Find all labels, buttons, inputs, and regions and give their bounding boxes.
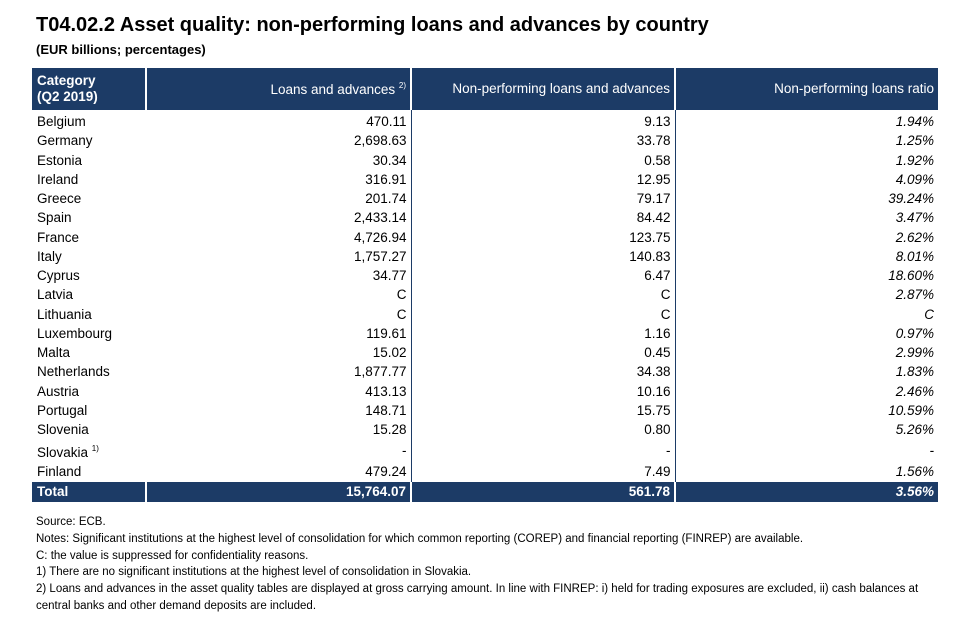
row-country [32,131,146,150]
row-npl: 123.75 [411,228,675,247]
table-subtitle: (EUR billions; percentages) [36,42,206,57]
table-row [32,401,938,420]
table-row [32,462,938,481]
row-loans: 15.28 [146,420,411,439]
table-row [32,228,938,247]
row-ratio: 4.09% [895,171,934,187]
header-loans [146,68,411,110]
row-country-label: Finland [37,464,82,480]
header-category-line2: (Q2 2019) [37,88,98,104]
row-country-label: Lithuania [37,306,92,322]
row-country [32,228,146,247]
row-country [32,305,146,324]
row-npl: 79.17 [411,189,675,208]
header-row [32,68,938,110]
row-loans: 470.11 [146,110,411,132]
row-loans: 1,877.77 [146,362,411,381]
row-country-label: Cyprus [37,268,80,284]
row-ratio: 2.46% [895,383,934,399]
row-country-label: Belgium [37,114,86,130]
header-ratio: Non-performing loans ratio [675,68,938,110]
row-country [32,247,146,266]
row-country [32,420,146,439]
row-npl: 0.58 [411,151,675,170]
row-country-label: Slovenia [37,422,89,438]
row-ratio: - [929,443,934,459]
table-row [32,189,938,208]
row-npl: 34.38 [411,362,675,381]
row-ratio: 39.24% [888,191,934,207]
row-npl: 6.47 [411,266,675,285]
table-row [32,208,938,227]
row-ratio: 2.87% [895,287,934,303]
note-scope: Notes: Significant institutions at the highest level of consolidation for which common reporting (COREP) and financial reporting (FINREP) are available. [36,532,804,545]
total-ratio: 3.56% [675,482,938,502]
row-loans: 2,433.14 [146,208,411,227]
row-country [32,382,146,401]
row-npl: 84.42 [411,208,675,227]
note-confidential: C: the value is suppressed for confidentiality reasons. [36,549,309,562]
row-country-label: France [37,229,80,245]
row-country-label: Greece [37,191,82,207]
row-country [32,208,146,227]
row-loans: 201.74 [146,189,411,208]
note-footnote-1: 1) There are no significant institutions at the highest level of consolidation in Slovakia. [36,566,472,579]
row-country [32,439,146,462]
row-country [32,151,146,170]
total-row [32,482,938,502]
row-loans: 479.24 [146,462,411,481]
row-loans: 15.02 [146,343,411,362]
total-loans: 15,764.07 [146,482,411,502]
row-npl: 12.95 [411,170,675,189]
row-ratio: 3.47% [895,210,934,226]
row-country-label: Portugal [37,402,88,418]
row-country-label: Malta [37,345,71,361]
row-country [32,362,146,381]
row-loans: 148.71 [146,401,411,420]
row-ratio: 18.60% [888,268,934,284]
row-country-label: Luxembourg [37,325,113,341]
row-npl: 7.49 [411,462,675,481]
row-country [32,462,146,481]
row-country-label: Netherlands [37,364,110,380]
row-ratio: 2.62% [895,229,934,245]
row-loans: 1,757.27 [146,247,411,266]
header-loans-label: Loans and advances [270,81,396,97]
table-row [32,343,938,362]
npl-table [32,68,938,502]
row-npl: 10.16 [411,382,675,401]
row-ratio: 1.94% [895,114,934,130]
row-country [32,324,146,343]
row-ratio: 1.92% [895,152,934,168]
table-row [32,170,938,189]
total-label: Total [32,482,146,502]
row-ratio: 10.59% [888,402,934,418]
row-country-label: Spain [37,210,72,226]
row-country-label: Italy [37,248,62,264]
row-country [32,189,146,208]
table-row [32,131,938,150]
row-loans: 316.91 [146,170,411,189]
row-country-label: Slovakia [37,445,89,461]
row-country-label: Austria [37,383,80,399]
row-ratio: 0.97% [895,325,934,341]
row-country [32,170,146,189]
row-ratio: 1.83% [895,364,934,380]
header-category-line1: Category [37,72,96,88]
row-loans: 413.13 [146,382,411,401]
table-row [32,266,938,285]
row-country [32,401,146,420]
table-title: T04.02.2 Asset quality: non-performing loans and advances by country [36,14,709,36]
row-ratio: 5.26% [895,422,934,438]
row-country [32,110,146,132]
row-loans: 34.77 [146,266,411,285]
note-footnote-2: 2) Loans and advances in the asset quality tables are displayed at gross carrying amount. In line with FINREP: i) held for trading exposures are excluded, ii) cash balances at central banks and other demand deposits are included. [36,583,919,612]
row-npl: C [411,285,675,304]
table-row [32,362,938,381]
row-country-footnote: 1) [91,444,99,454]
table-row [32,305,938,324]
row-country-label: Latvia [37,287,74,303]
table-row [32,439,938,462]
row-npl: 0.45 [411,343,675,362]
row-loans: 30.34 [146,151,411,170]
table-row [32,151,938,170]
total-npl: 561.78 [411,482,675,502]
row-country [32,343,146,362]
row-npl: 9.13 [411,110,675,132]
row-country-label: Germany [37,133,93,149]
header-npl: Non-performing loans and advances [411,68,675,110]
row-ratio: C [924,306,934,322]
row-npl: 15.75 [411,401,675,420]
row-npl: C [411,305,675,324]
row-ratio: 2.99% [895,345,934,361]
row-ratio: 1.56% [895,464,934,480]
header-loans-footnote: 2) [398,80,406,90]
footnotes [36,514,936,615]
row-country [32,285,146,304]
table-row [32,382,938,401]
table-row [32,285,938,304]
row-npl: 33.78 [411,131,675,150]
row-country [32,266,146,285]
row-loans: C [146,305,411,324]
row-npl: - [411,439,675,462]
header-category [32,68,146,110]
table-row [32,247,938,266]
row-loans: 119.61 [146,324,411,343]
row-country-label: Ireland [37,171,79,187]
row-loans: 4,726.94 [146,228,411,247]
row-npl: 0.80 [411,420,675,439]
row-loans: 2,698.63 [146,131,411,150]
row-loans: - [146,439,411,462]
row-ratio: 1.25% [895,133,934,149]
row-country-label: Estonia [37,152,83,168]
row-npl: 1.16 [411,324,675,343]
table-body [32,110,938,482]
row-loans: C [146,285,411,304]
table-row [32,324,938,343]
table-row [32,110,938,132]
row-npl: 140.83 [411,247,675,266]
table-row [32,420,938,439]
row-ratio: 8.01% [895,248,934,264]
note-source: Source: ECB. [36,516,106,528]
